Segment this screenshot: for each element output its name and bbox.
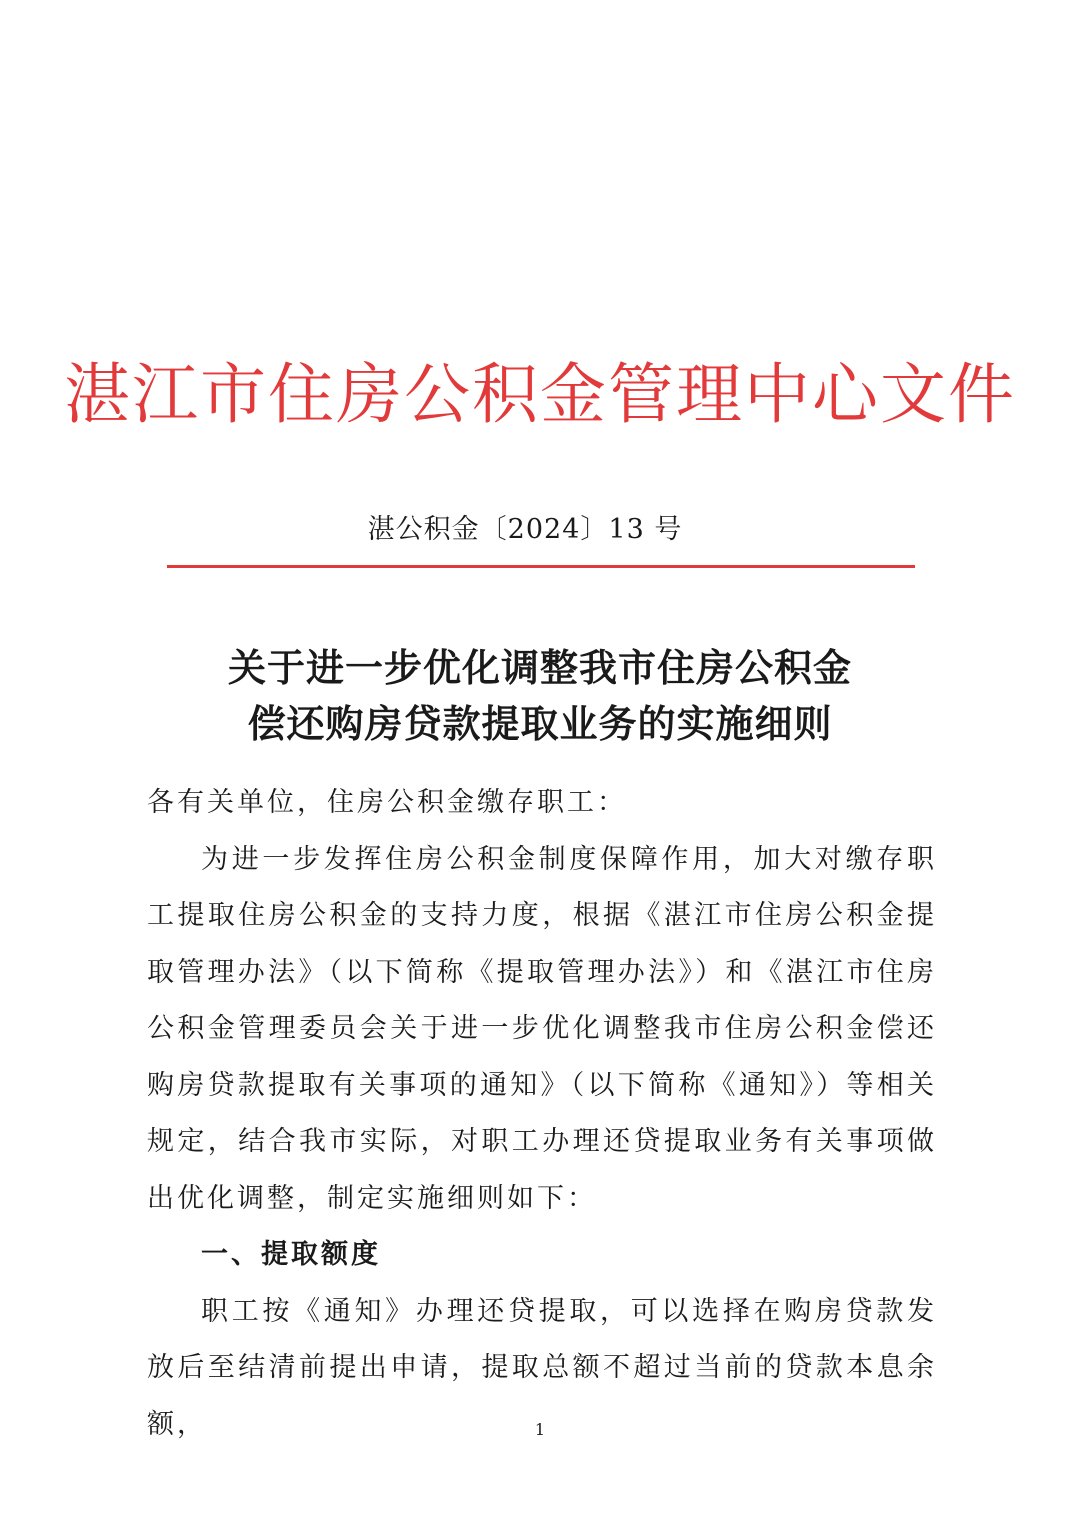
salutation: 各有关单位，住房公积金缴存职工： [147,787,627,818]
issuing-authority-title: 湛江市住房公积金管理中心文件 [64,356,1016,433]
document-body [147,775,937,1453]
document-title-line-2: 偿还购房贷款提取业务的实施细则 [247,701,833,746]
document-title-line-1: 关于进一步优化调整我市住房公积金 [227,645,852,690]
paragraph-withdrawal-limit: 职工按《通知》办理还贷提取，可以选择在购房贷款发放后至结清前提出申请，提取总额不超过当前的贷款本息余额， [147,1295,937,1440]
document-title [0,640,1080,752]
section-heading-withdrawal-limit: 一、提取额度 [201,1239,381,1270]
red-divider-line [167,565,915,568]
paragraph-intro: 为进一步发挥住房公积金制度保障作用，加大对缴存职工提取住房公积金的支持力度，根据《湛江市住房公积金提取管理办法》（以下简称《提取管理办法》）和《湛江市住房公积金管理委员会关于进一步优化调整我市住房公积金偿还购房贷款提取有关事项的通知》（以下简称《通知》）等相关规定，结合我市实际，对职工办理还贷提取业务有关事项做出优化调整，制定实施细则如下： [147,843,937,1214]
page-number: 1 [534,1420,546,1439]
document-number: 湛公积金〔2024〕13 号 [367,514,683,545]
